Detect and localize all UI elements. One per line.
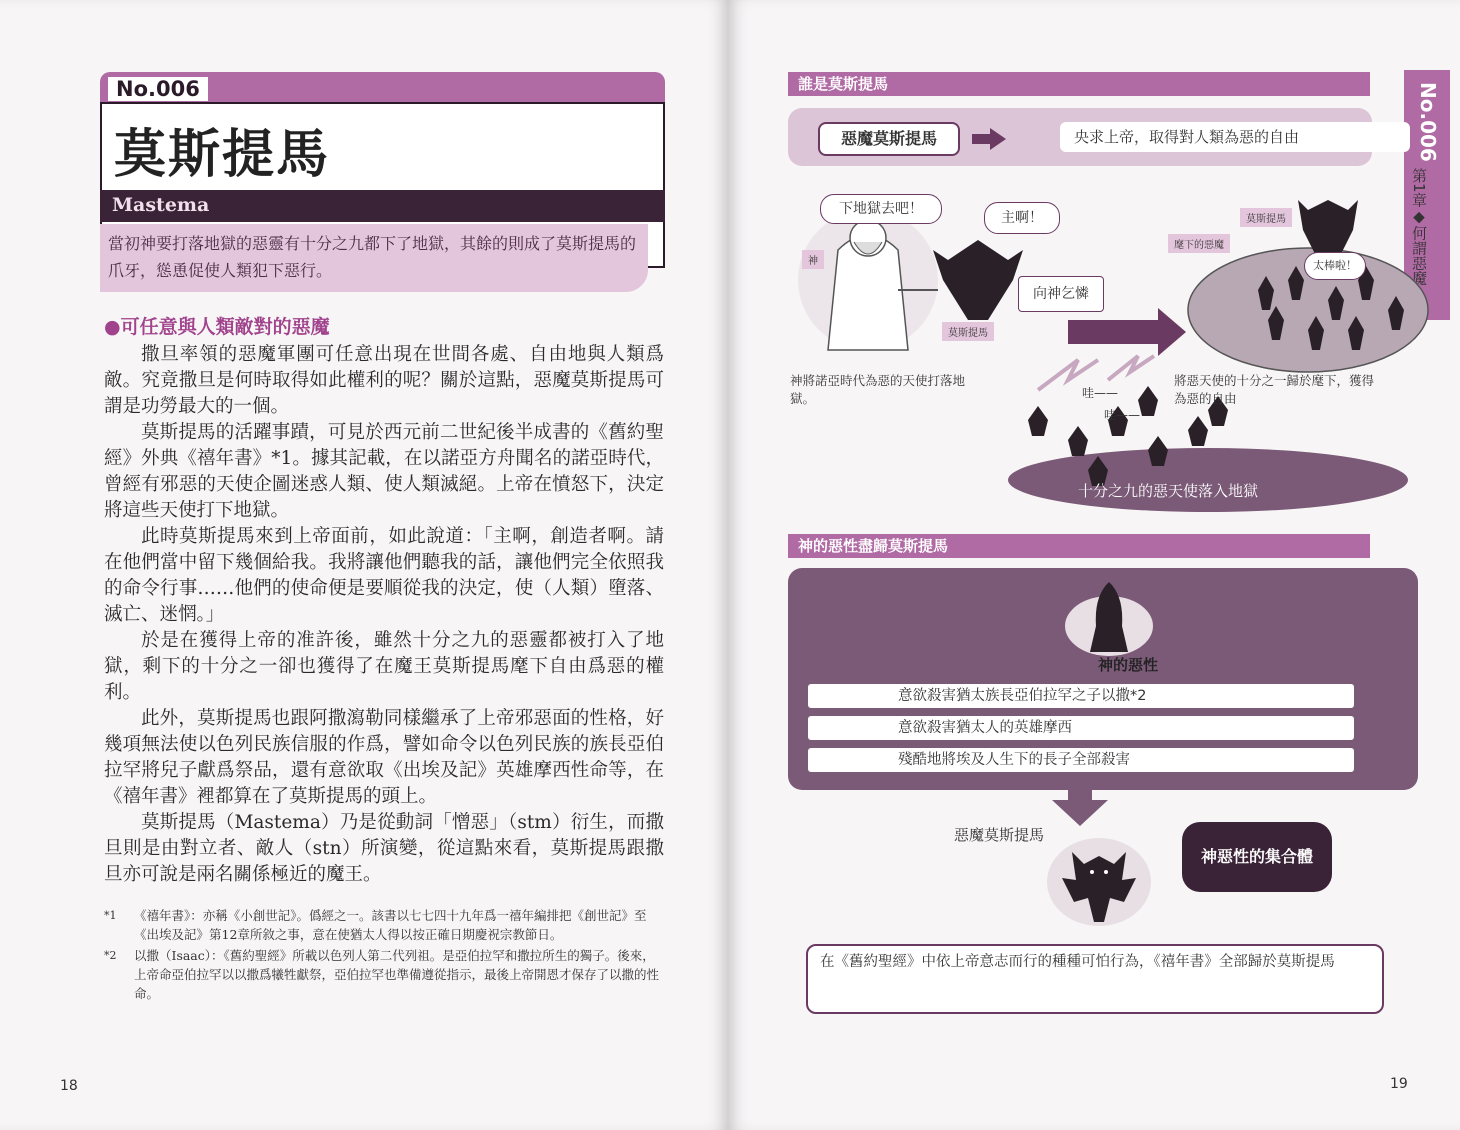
paragraph: 此時莫斯提馬來到上帝面前，如此說道：「主啊，創造者啊。請在他們當中留下幾個給我。我將讓他們聽我的話，讓他們完全依照我的命令行事……他們的使命便是要順從我的決定，使（人類）墮落、滅亡、迷惘。」 [104,526,664,625]
arrow-right-icon [1068,308,1186,356]
fall-label: 十分之九的惡天使落入地獄 [1078,482,1259,500]
footnote [104,946,664,1003]
caption-right: 將惡天使的十分之一歸於麾下，獲得為惡的自由 [1174,373,1375,406]
collective-box: 神惡性的集合體 [1182,822,1332,892]
paragraph: 撒旦率領的惡魔軍團可任意出現在世間各處、自由地與人類爲敵。究竟撒旦是何時取得如此權利的呢？關於這點，惡魔莫斯提馬可謂是功勞最大的一個。 [104,344,664,417]
minions-tag: 麾下的惡魔 [1168,234,1230,253]
demon-figure-icon [933,240,1023,320]
footnote-text: 以撒（Isaac）：《舊約聖經》所載以色列人第二代列祖。是亞伯拉罕和撒拉所生的獨子。後來，上帝命亞伯拉罕以以撒爲犧牲獻祭，亞伯拉罕也準備遵從指示，最後上帝開恩才保存了以撒的性命。 [134,948,660,1001]
page-number: 18 [60,1078,78,1094]
arrow-right-icon [972,128,1006,150]
english-name-bar [100,190,665,222]
cry-2: 哇—— [1104,408,1141,422]
entry-summary: 當初神要打落地獄的惡靈有十分之九都下了地獄，其餘的則成了莫斯提馬的爪牙，慫恿促使人類犯下惡行。 [100,224,648,292]
footnotes [104,906,664,1005]
plea-box: 向神乞憐 [1018,276,1104,312]
caption-left: 神將諾亞時代為惡的天使打落地獄。 [790,373,966,406]
evil-item: 意欲殺害猶太族長亞伯拉罕之子以撒*2 [808,684,1354,708]
mastema-tag: 莫斯提馬 [942,322,994,341]
demon-boss-icon [1044,822,1154,932]
minions-group-icon [1188,200,1428,372]
cry-1: 哇—— [1082,386,1119,400]
entry-number: No.006 [108,77,208,101]
intro-panel [788,108,1372,166]
god-speech-bubble: 下地獄去吧！ [820,194,942,224]
footnote-text: 《禧年書》：亦稱《小創世記》。僞經之一。該書以七七四十九年爲一禧年編排把《創世記》至《出埃及記》第12章所敘之事，意在使猶太人得以按正確日期慶祝宗教節日。 [134,908,647,942]
footnote [104,906,664,944]
hooded-god-icon [1064,576,1154,656]
footnote-mark: *1 [104,909,117,922]
fall-illustration [788,180,1448,520]
request-text: 央求上帝，取得對人類為惡的自由 [1060,122,1410,152]
side-entry-number: No.006 [1416,82,1440,162]
left-page [0,0,728,1130]
mastema-label-2: 惡魔莫斯提馬 [954,826,1045,844]
body-text [104,342,664,888]
english-name: Mastema [112,194,210,216]
god-figure-icon [798,210,938,350]
demon-speech-bubble: 主啊！ [984,202,1060,234]
right-page [728,0,1460,1130]
evil-item: 殘酷地將埃及人生下的長子全部殺害 [808,748,1354,772]
paragraph: 此外，莫斯提馬也跟阿撒瀉勒同樣繼承了上帝邪惡面的性格，好幾項無法使以色列民族信服的作爲，譬如命令以色列民族的族長亞伯拉罕將兒子獻爲祭品，還有意欲取《出埃及記》英雄摩西性命等，在《禧年書》裡都算在了莫斯提馬的頭上。 [104,708,664,807]
paragraph: 於是在獲得上帝的准許後，雖然十分之九的惡靈都被打入了地獄，剩下的十分之一卻也獲得了在魔王莫斯提馬麾下自由爲惡的權利。 [104,630,664,703]
footnote-mark: *2 [104,949,117,962]
evil-item: 意欲殺害猶太人的英雄摩西 [808,716,1354,740]
section-heading: ●可任意與人類敵對的惡魔 [104,316,330,338]
section-bar-who: 誰是莫斯提馬 [788,72,1370,96]
demon-label: 惡魔莫斯提馬 [818,122,960,156]
entry-title: 莫斯提馬 [114,125,331,185]
page-number: 19 [1390,1076,1408,1092]
paragraph: 莫斯提馬的活躍事蹟，可見於西元前二世紀後半成書的《舊約聖經》外典《禧年書》*1。據其記載，在以諾亞方舟聞名的諾亞時代，曾經有邪惡的天使企圖迷惑人類、使人類滅絕。上帝在憤怒下，決定將這些天使打下地獄。 [104,422,664,521]
leader-tag: 莫斯提馬 [1240,208,1292,227]
god-tag: 神 [802,250,824,269]
arrow-down-icon [1052,776,1108,826]
cheer-bubble: 太棒啦！ [1304,252,1366,280]
evil-label: 神的惡性 [1098,656,1159,674]
side-chapter: 第1章◆何謂惡魔 [1410,168,1428,286]
conclusion-box: 在《舊約聖經》中依上帝意志而行的種種可怕行為，《禧年書》全部歸於莫斯提馬 [806,944,1384,1014]
paragraph: 莫斯提馬（Mastema）乃是從動詞「憎惡」（stm）衍生，而撒旦則是由對立者、敵人（stn）所演變，從這點來看，莫斯提馬跟撒旦亦可說是兩名關係極近的魔王。 [104,812,664,885]
section-bar-evil: 神的惡性盡歸莫斯提馬 [788,534,1370,558]
